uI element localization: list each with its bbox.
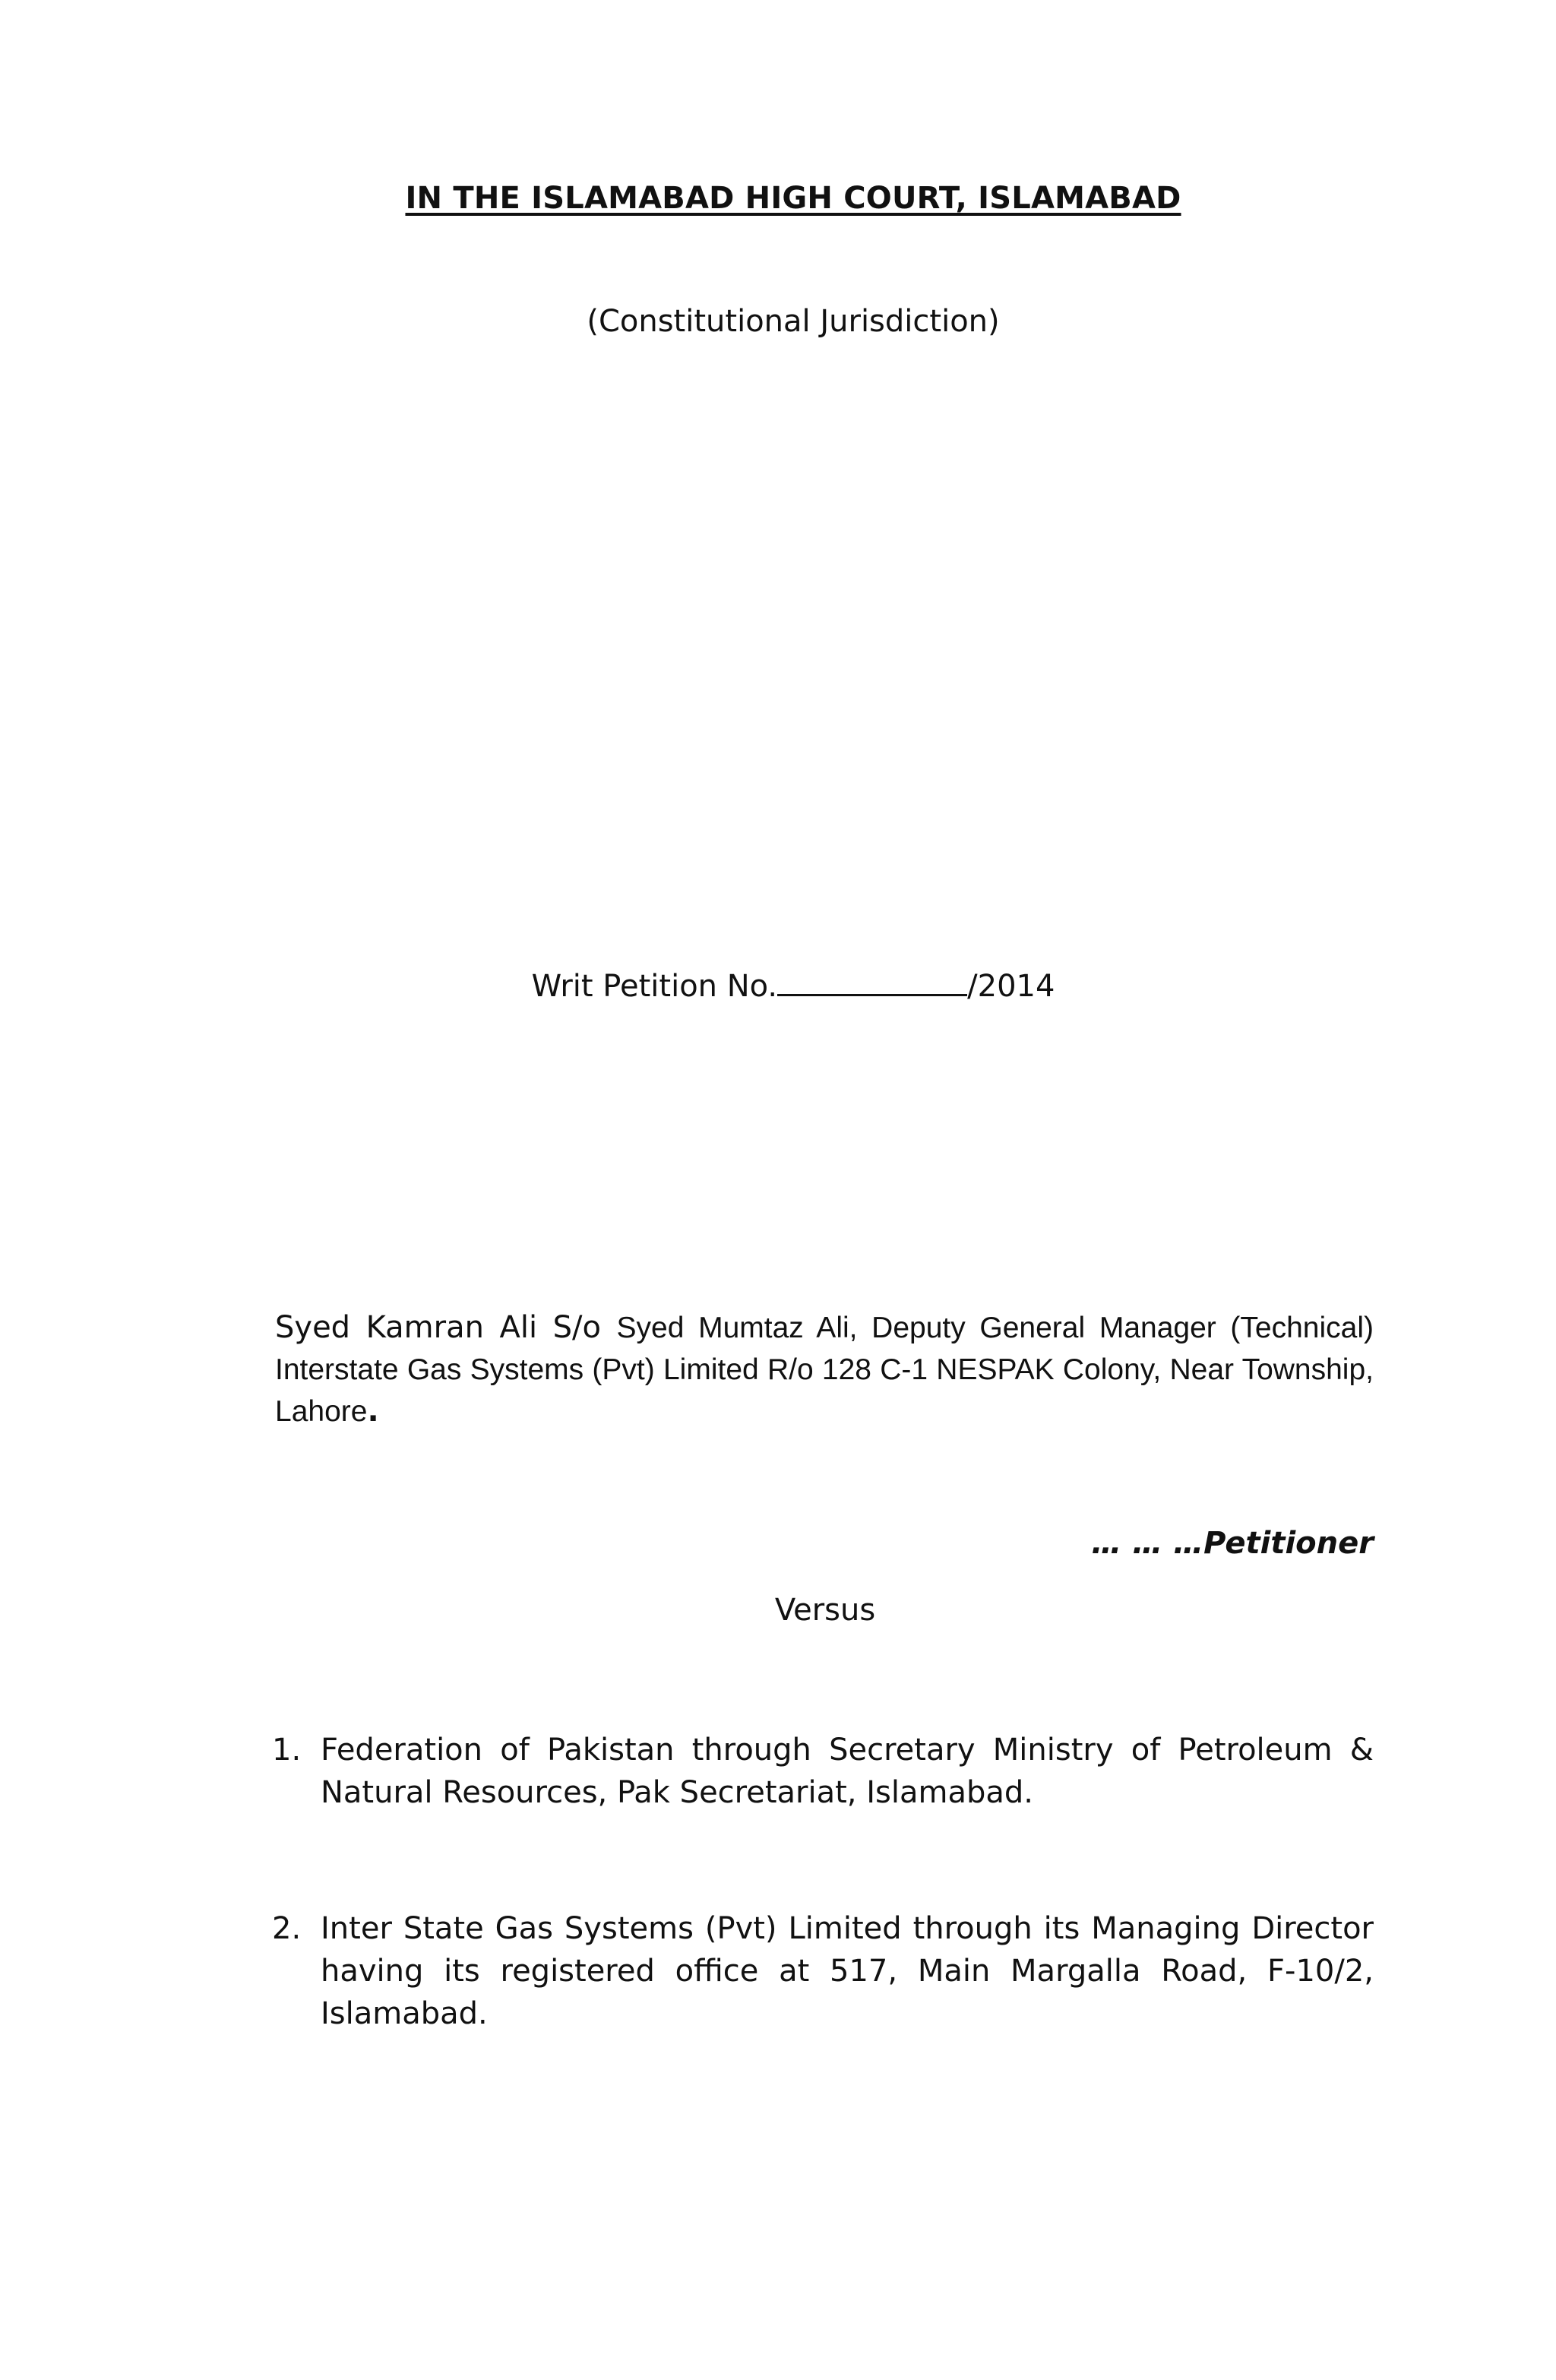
respondent-item — [272, 1907, 1374, 2035]
writ-petition-number — [0, 969, 1556, 1004]
court-title: IN THE ISLAMABAD HIGH COURT, ISLAMABAD — [405, 181, 1181, 216]
writ-suffix: /2014 — [967, 969, 1055, 1004]
petitioner-description: Syed Mumtaz Ali, Deputy General Manager (Technical) Interstate Gas Systems (Pvt) Limited R/o 128 C-1 NESPAK Colony, Near Township, Lahore — [275, 1312, 1374, 1428]
writ-prefix: Writ Petition No. — [531, 969, 778, 1004]
petitioner-name: Syed Kamran Ali S/o — [275, 1310, 617, 1345]
versus-label: Versus — [774, 1593, 876, 1628]
petitioner-end: . — [367, 1394, 379, 1429]
petitioner-role-label: … … …Petitioner — [1091, 1526, 1374, 1561]
respondent-text: Federation of Pakistan through Secretary Ministry of Petroleum & Natural Resources, Pak Secretariat, Islamabad. — [321, 1733, 1374, 1810]
jurisdiction-heading: (Constitutional Jurisdiction) — [587, 304, 1000, 339]
respondent-number: 1. — [272, 1733, 302, 1768]
petitioner-details — [275, 1307, 1374, 1432]
respondent-text: Inter State Gas Systems (Pvt) Limited through its Managing Director having its registered office at 517, Main Margalla Road, F-10/2, Islamabad. — [321, 1911, 1374, 2031]
writ-number-blank — [777, 973, 967, 996]
respondent-item — [272, 1729, 1374, 1814]
respondent-number: 2. — [272, 1911, 302, 1946]
